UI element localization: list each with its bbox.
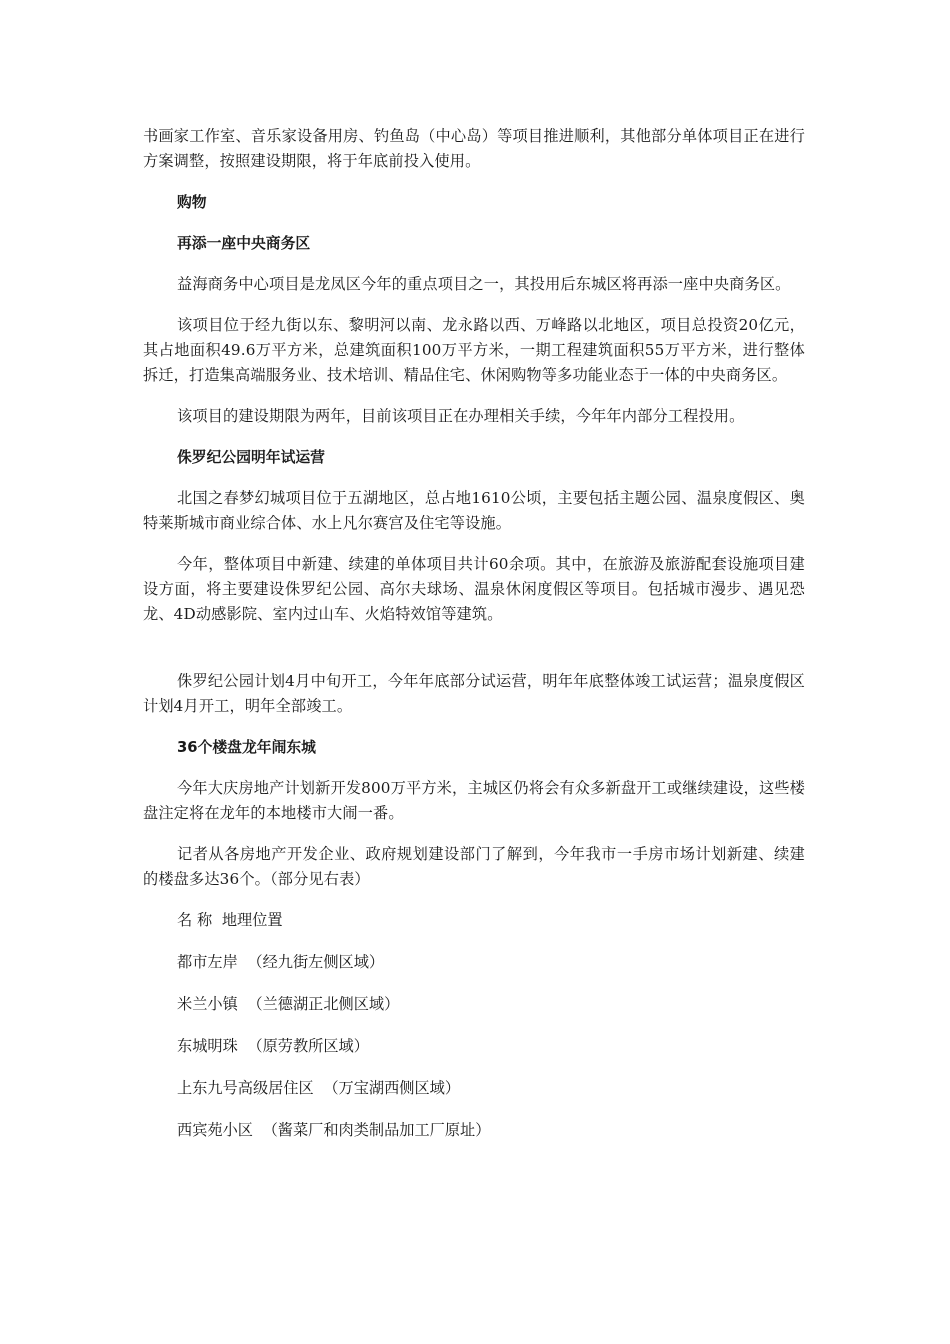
estate-row: 米兰小镇 （兰德湖正北侧区域） (177, 995, 400, 1013)
estate-row: 都市左岸 （经九街左侧区域） (177, 953, 385, 971)
paragraph-jurassic-1: 北国之春梦幻城项目位于五湖地区，总占地1610公顷，主要包括主题公园、温泉度假区、奥特莱斯城市商业综合体、水上凡尔赛宫及住宅等设施。 (143, 489, 805, 532)
subheading-jurassic: 侏罗纪公园明年试运营 (177, 449, 325, 466)
estate-row: 西宾苑小区 （酱菜厂和肉类制品加工厂原址） (177, 1121, 491, 1139)
paragraph-cbd-3: 该项目的建设期限为两年，目前该项目正在办理相关手续，今年年内部分工程投用。 (177, 407, 745, 425)
estate-table (143, 908, 805, 1143)
paragraph-estates-1: 今年大庆房地产计划新开发800万平方米，主城区仍将会有众多新盘开工或继续建设，这些楼盘注定将在龙年的本地楼市大闹一番。 (143, 779, 805, 822)
intro-paragraph: 书画家工作室、音乐家设备用房、钓鱼岛（中心岛）等项目推进顺利，其他部分单体项目正在进行方案调整，按照建设期限，将于年底前投入使用。 (143, 127, 805, 170)
paragraph-estates-2: 记者从各房地产开发企业、政府规划建设部门了解到，今年我市一手房市场计划新建、续建的楼盘多达36个。（部分见右表） (143, 845, 805, 888)
estate-row: 东城明珠 （原劳教所区域） (177, 1037, 369, 1055)
subheading-estates: 36个楼盘龙年闹东城 (177, 739, 316, 756)
paragraph-jurassic-3: 侏罗纪公园计划4月中旬开工，今年年底部分试运营，明年年底整体竣工试运营；温泉度假区计划4月开工，明年全部竣工。 (143, 672, 805, 715)
section-heading-shopping: 购物 (177, 194, 207, 211)
estate-table-header: 名 称 地理位置 (177, 911, 283, 929)
subheading-cbd: 再添一座中央商务区 (177, 235, 311, 252)
paragraph-cbd-2: 该项目位于经九街以东、黎明河以南、龙永路以西、万峰路以北地区，项目总投资20亿元，其占地面积49.6万平方米，总建筑面积100万平方米，一期工程建筑面积55万平方米，进行整体拆迁，打造集高端服务业、技术培训、精品住宅、休闲购物等多功能业态于一体的中央商务区。 (143, 316, 805, 384)
estate-row: 上东九号高级居住区 （万宝湖西侧区域） (177, 1079, 461, 1097)
document-page (143, 124, 805, 1160)
paragraph-cbd-1: 益海商务中心项目是龙凤区今年的重点项目之一，其投用后东城区将再添一座中央商务区。 (177, 275, 791, 293)
paragraph-jurassic-2: 今年，整体项目中新建、续建的单体项目共计60余项。其中，在旅游及旅游配套设施项目建设方面，将主要建设侏罗纪公园、高尔夫球场、温泉休闲度假区等项目。包括城市漫步、遇见恐龙、4D动感影院、室内过山车、火焰特效馆等建筑。 (143, 555, 805, 623)
blank-line (143, 643, 805, 669)
